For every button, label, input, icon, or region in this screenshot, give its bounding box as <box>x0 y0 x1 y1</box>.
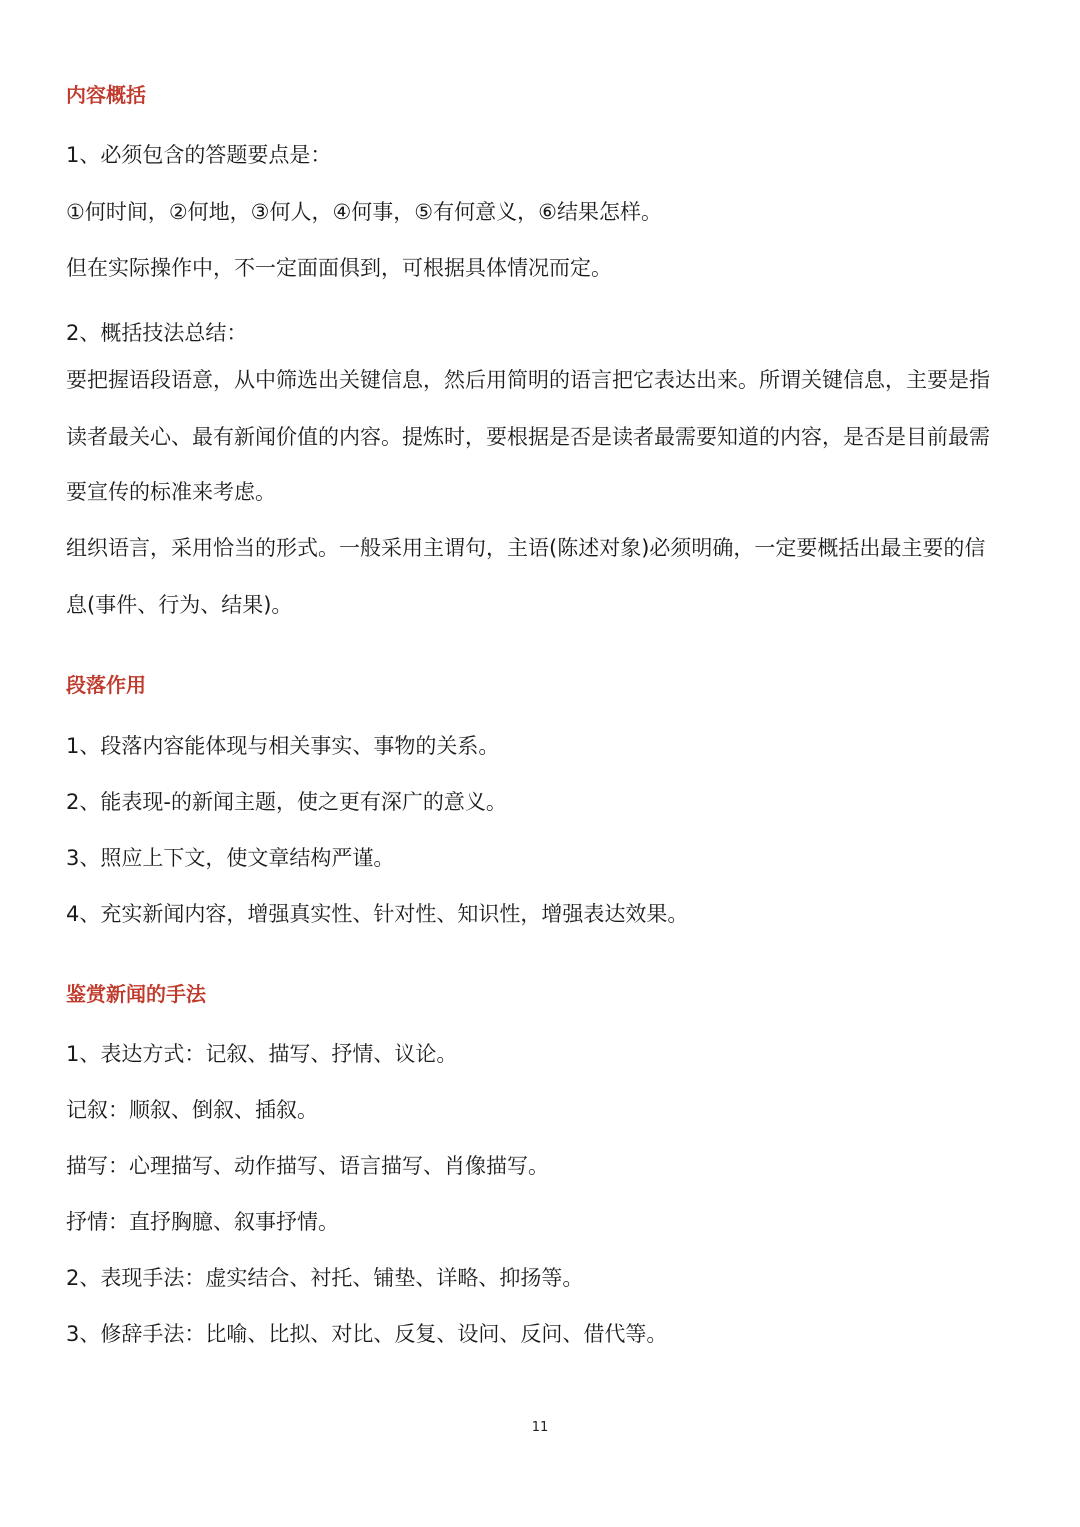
paragraph-line: 要把握语段语意，从中筛选出关键信息，然后用简明的语言把它表达出来。所谓关键信息，主要是指 <box>66 368 990 392</box>
list-item: 记叙：顺叙、倒叙、插叙。 <box>66 1098 318 1122</box>
paragraph-line: 1、必须包含的答题要点是： <box>66 143 332 167</box>
list-item: 3、照应上下文，使文章结构严谨。 <box>66 846 395 870</box>
list-item: 1、段落内容能体现与相关事实、事物的关系。 <box>66 734 500 758</box>
list-item: 1、表达方式：记叙、描写、抒情、议论。 <box>66 1042 458 1066</box>
paragraph-line: 但在实际操作中，不一定面面俱到，可根据具体情况而定。 <box>66 256 612 280</box>
list-item: 描写：心理描写、动作描写、语言描写、肖像描写。 <box>66 1154 549 1178</box>
paragraph-line: 2、概括技法总结： <box>66 321 248 345</box>
section-heading: 内容概括 <box>66 83 146 107</box>
page-number: 11 <box>531 1420 549 1435</box>
section-heading: 鉴赏新闻的手法 <box>66 982 206 1006</box>
paragraph-line: 读者最关心、最有新闻价值的内容。提炼时，要根据是否是读者最需要知道的内容，是否是目前最需 <box>66 425 990 449</box>
section-heading: 段落作用 <box>66 673 146 697</box>
list-item: 抒情：直抒胸臆、叙事抒情。 <box>66 1210 339 1234</box>
list-item: 2、能表现-的新闻主题，使之更有深广的意义。 <box>66 790 507 814</box>
list-item: 2、表现手法：虚实结合、衬托、铺垫、详略、抑扬等。 <box>66 1266 584 1290</box>
list-item: 4、充实新闻内容，增强真实性、针对性、知识性，增强表达效果。 <box>66 902 689 926</box>
paragraph-line: ①何时间，②何地，③何人，④何事，⑤有何意义，⑥结果怎样。 <box>66 200 662 224</box>
paragraph-line: 息(事件、行为、结果)。 <box>66 593 293 617</box>
paragraph-line: 组织语言，采用恰当的形式。一般采用主谓句，主语(陈述对象)必须明确，一定要概括出最主要的信 <box>66 536 986 560</box>
paragraph-line: 要宣传的标准来考虑。 <box>66 480 276 504</box>
list-item: 3、修辞手法：比喻、比拟、对比、反复、设问、反问、借代等。 <box>66 1322 668 1346</box>
